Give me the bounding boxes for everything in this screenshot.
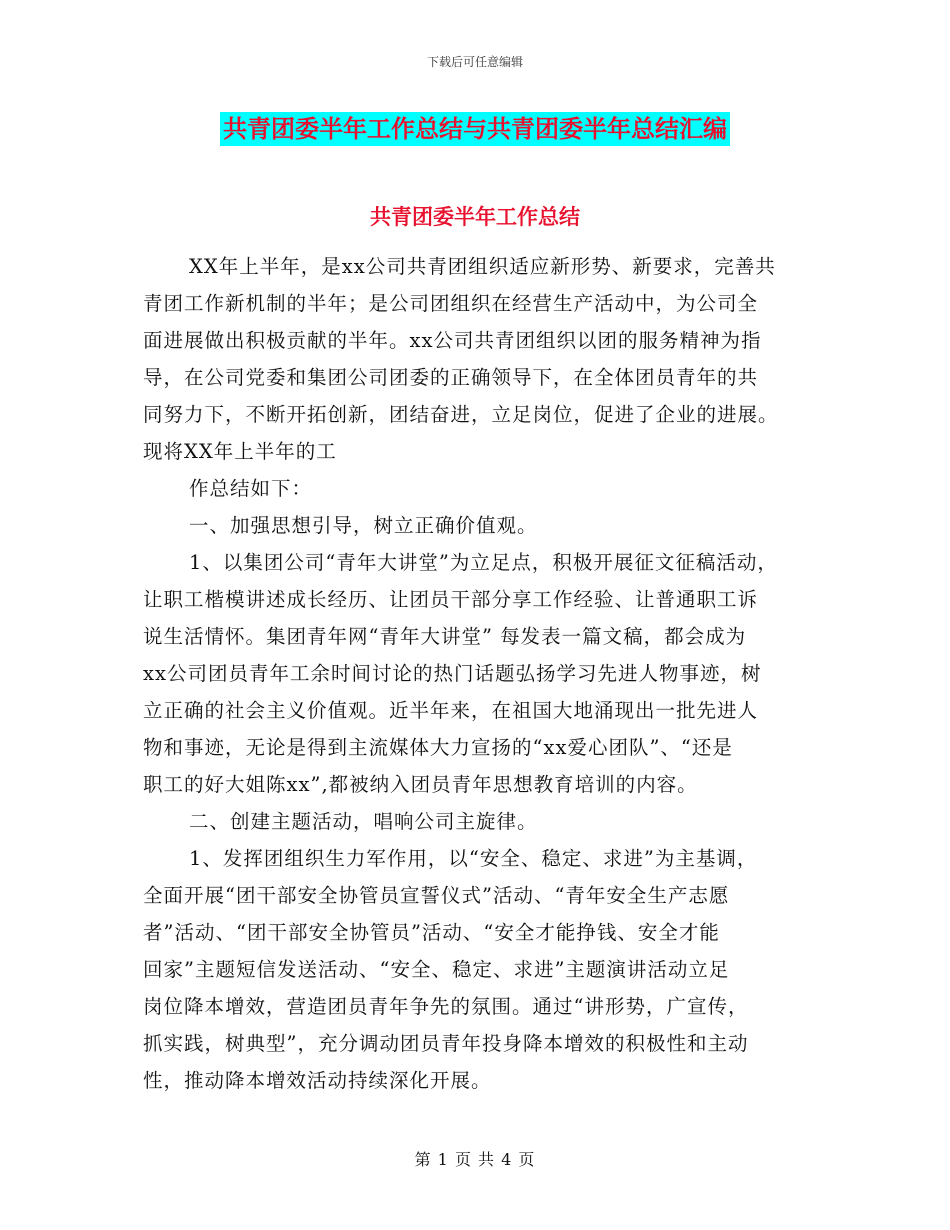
paragraph-line: 导，在公司党委和集团公司团委的正确领导下，在全体团员青年的共 <box>143 366 759 389</box>
paragraph-line: 同努力下，不断开拓创新，团结奋进，立足岗位，促进了企业的进展。 <box>143 403 779 426</box>
paragraph-line: 物和事迹，无论是得到主流媒体大力宣扬的“xx爱心团队”、“还是 <box>143 736 733 759</box>
paragraph-line: 性，推动降本增效活动持续深化开展。 <box>143 1069 492 1092</box>
main-title: 共青团委半年工作总结与共青团委半年总结汇编 <box>220 112 730 146</box>
paragraph-line: 作总结如下： <box>189 477 313 500</box>
paragraph-line: 1、发挥团组织生力军作用，以“安全、稳定、求进”为主基调， <box>189 847 758 870</box>
paragraph-line: 者”活动、“团干部安全协管员”活动、“安全才能挣钱、安全才能 <box>143 921 720 944</box>
paragraph-line: 回家”主题短信发送活动、“安全、稳定、求进”主题演讲活动立足 <box>143 958 730 981</box>
section-heading: 二、创建主题活动，唱响公司主旋律。 <box>189 810 538 833</box>
header-note: 下载后可任意编辑 <box>426 55 523 69</box>
main-title-container <box>0 112 950 146</box>
paragraph-line: XX年上半年，是xx公司共青团组织适应新形势、新要求，完善共 <box>189 255 776 278</box>
paragraph-line: 职工的好大姐陈xx”,都被纳入团员青年思想教育培训的内容。 <box>143 773 698 796</box>
paragraph-line: 岗位降本增效，营造团员青年争先的氛围。通过“讲形势，广宣传， <box>143 995 749 1018</box>
page-footer: 第 1 页 共 4 页 <box>414 1150 536 1169</box>
paragraph-line: xx公司团员青年工余时间讨论的热门话题弘扬学习先进人物事迹，树 <box>143 662 762 685</box>
paragraph-line: 说生活情怀。集团青年网“青年大讲堂” 每发表一篇文稿，都会成为 <box>143 625 747 648</box>
section-title: 共青团委半年工作总结 <box>370 205 580 229</box>
paragraph-line: 全面开展“团干部安全协管员宣誓仪式”活动、“青年安全生产志愿 <box>143 884 730 907</box>
paragraph-line: 1、以集团公司“青年大讲堂”为立足点，积极开展征文征稿活动， <box>189 551 778 574</box>
paragraph-line: 立正确的社会主义价值观。近半年来，在祖国大地涌现出一批先进人 <box>143 699 759 722</box>
section-heading: 一、加强思想引导，树立正确价值观。 <box>189 514 538 537</box>
paragraph-line: 现将XX年上半年的工 <box>143 440 337 463</box>
paragraph-line: 让职工楷模讲述成长经历、让团员干部分享工作经验、让普通职工诉 <box>143 588 759 611</box>
paragraph-line: 青团工作新机制的半年；是公司团组织在经营生产活动中，为公司全 <box>143 292 759 315</box>
paragraph-line: 抓实践，树典型”，充分调动团员青年投身降本增效的积极性和主动 <box>143 1032 749 1055</box>
body-text <box>143 248 833 1099</box>
paragraph-line: 面进展做出积极贡献的半年。xx公司共青团组织以团的服务精神为指 <box>143 329 762 352</box>
